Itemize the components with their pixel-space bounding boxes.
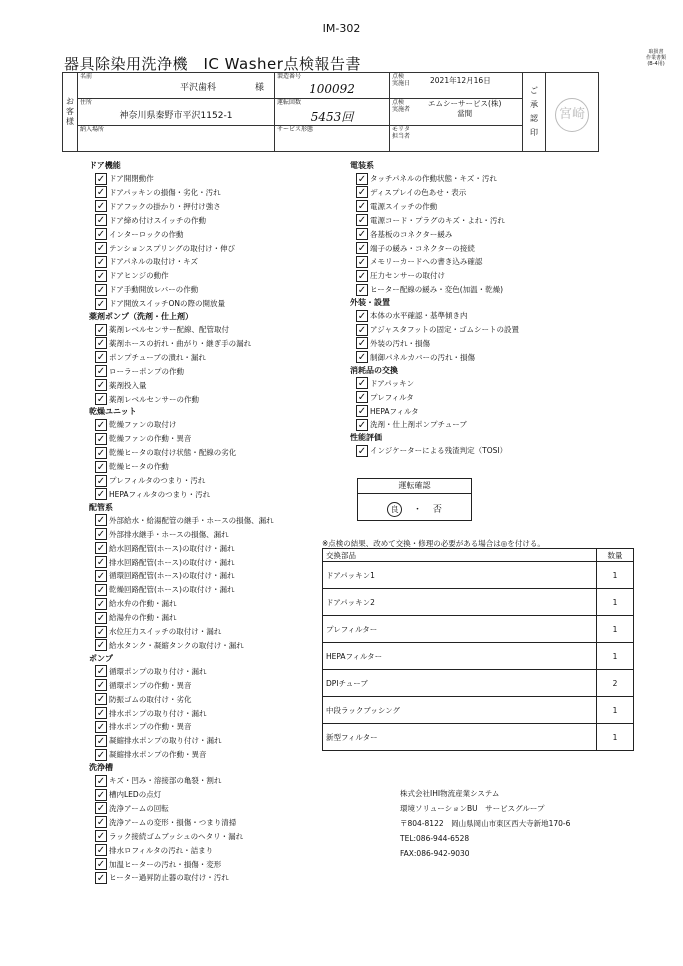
approval-label-2: 承 xyxy=(530,100,538,109)
checklist-item xyxy=(95,460,169,473)
checklist-item-label: 凝縮排水ポンプの取り付け・漏れ xyxy=(109,736,222,746)
checklist-item-label: 水位圧力スイッチの取付け・漏れ xyxy=(109,627,222,636)
check-box[interactable]: ✓ xyxy=(96,433,106,445)
checklist-item xyxy=(95,679,192,692)
checklist-item xyxy=(95,569,234,582)
checklist-item xyxy=(95,418,176,431)
check-box[interactable]: ✓ xyxy=(96,680,106,692)
checklist-item xyxy=(95,488,210,501)
checklist-item xyxy=(95,432,191,445)
part-name: プレフィルター xyxy=(323,616,597,643)
service-label: サービス形態 xyxy=(277,126,314,133)
check-box[interactable]: ✓ xyxy=(96,749,106,761)
part-name: DPIチューブ xyxy=(323,670,597,697)
checklist-item xyxy=(95,844,213,857)
part-qty: 1 xyxy=(597,643,634,670)
checklist-item xyxy=(95,337,251,350)
checklist-item xyxy=(356,377,414,390)
part-qty: 2 xyxy=(597,670,634,697)
checklist-item-label: ドアパッキン xyxy=(370,378,415,388)
header-table xyxy=(62,72,599,152)
checklist-item-label: 給水回路配管(ホース)の取付け・漏れ xyxy=(109,543,235,553)
check-box[interactable]: ✓ xyxy=(96,187,106,199)
delivery-cell xyxy=(78,126,275,152)
corner-note-2: 作業書類 xyxy=(645,55,666,61)
delivery-label: 納入場所 xyxy=(80,126,105,133)
checklist-item xyxy=(95,242,235,255)
checklist-item xyxy=(95,693,192,706)
part-qty: 1 xyxy=(597,589,634,616)
checklist-item xyxy=(95,379,147,392)
count-cell xyxy=(275,99,390,126)
inspect-date-label-1: 点検 xyxy=(392,73,405,80)
checklist-item xyxy=(95,707,207,720)
checklist-item xyxy=(95,556,234,569)
checklist-item-label: 制御パネルカバーの汚れ・損傷 xyxy=(370,352,475,362)
checklist-item xyxy=(356,255,482,268)
inspect-date-value: 2021年12月16日 xyxy=(430,75,491,85)
checklist-item-label: テンションスプリングの取付け・伸び xyxy=(109,243,236,253)
parts-table xyxy=(322,548,634,751)
check-box[interactable]: ✓ xyxy=(96,270,106,282)
check-box[interactable]: ✓ xyxy=(96,298,106,310)
checklist-item xyxy=(95,748,207,761)
checklist-item-label: 乾燥ファンの取付け xyxy=(109,420,177,430)
approval-label-cell xyxy=(523,73,546,152)
part-name: HEPAフィルター xyxy=(323,643,597,670)
checklist-item-label: 凝縮排水ポンプの作動・異音 xyxy=(109,750,207,760)
checklist-item xyxy=(95,720,192,733)
inspector-cell xyxy=(390,99,523,126)
parts-header-qty: 数量 xyxy=(597,549,634,562)
check-box[interactable]: ✓ xyxy=(357,201,367,213)
check-box[interactable]: ✓ xyxy=(96,721,106,733)
checklist-item-label: 端子の緩み・コネクターの接続 xyxy=(370,243,475,253)
table-row xyxy=(323,724,634,751)
checklist-item xyxy=(356,269,445,282)
checklist-item xyxy=(95,446,236,459)
checklist-item-label: 槽内LEDの点灯 xyxy=(109,790,162,799)
check-box[interactable]: ✓ xyxy=(96,366,106,378)
check-box[interactable]: ✓ xyxy=(96,461,106,473)
check-box[interactable]: ✓ xyxy=(96,394,106,405)
address-value: 神奈川県秦野市平沢1152-1 xyxy=(119,111,233,121)
part-qty: 1 xyxy=(597,697,634,724)
checklist-item-label: HEPAフィルタのつまり・汚れ xyxy=(109,489,211,499)
check-box[interactable]: ✓ xyxy=(357,378,367,390)
checklist-item xyxy=(356,186,466,199)
right-section-title: 外装・設置 xyxy=(350,298,390,308)
check-box[interactable]: ✓ xyxy=(357,310,367,322)
left-section-title: 乾燥ユニット xyxy=(89,407,137,417)
check-box[interactable]: ✓ xyxy=(96,475,106,487)
parts-header-name: 交換部品 xyxy=(323,549,597,562)
part-name: ドアパッキン2 xyxy=(323,589,597,616)
checklist-item-label: 薬剤投入量 xyxy=(109,380,147,390)
company-name: 株式会社IHI物流産業システム xyxy=(400,789,500,798)
check-box[interactable]: ✓ xyxy=(96,324,106,336)
checklist-item-label: タッチパネルの作動状態・キズ・汚れ xyxy=(370,174,497,183)
checklist-item-label: 排水回路配管(ホース)の取付け・漏れ xyxy=(109,557,235,567)
checklist-item xyxy=(95,774,221,787)
checklist-item xyxy=(95,255,198,268)
check-box[interactable]: ✓ xyxy=(96,817,106,829)
check-box[interactable]: ✓ xyxy=(357,406,367,417)
manager-cell xyxy=(390,126,523,152)
check-box[interactable]: ✓ xyxy=(357,352,367,364)
checklist-item xyxy=(95,283,198,296)
serial-label: 製造番号 xyxy=(277,73,302,80)
checklist-item xyxy=(95,871,229,884)
service-cell xyxy=(275,126,390,152)
check-box[interactable]: ✓ xyxy=(96,543,106,555)
approval-seal: 宮崎 xyxy=(555,98,589,132)
corner-note xyxy=(636,49,676,67)
checklist-item-label: 圧力センサーの取付け xyxy=(370,271,445,281)
checklist-item-label: ドア締め付けスイッチの作動 xyxy=(109,215,206,225)
table-row xyxy=(323,616,634,643)
check-box[interactable]: ✓ xyxy=(96,775,106,787)
part-qty: 1 xyxy=(597,562,634,589)
name-cell xyxy=(78,73,275,99)
checklist-item-label: 各基板のコネクター緩み xyxy=(370,229,453,239)
checklist-item-label: 乾燥ヒータの取付け状態・配線の劣化 xyxy=(109,448,237,458)
checklist-item-label: 循環ポンプの作動・異音 xyxy=(109,680,192,690)
checklist-item xyxy=(95,583,234,596)
check-box[interactable]: ✓ xyxy=(96,419,106,431)
check-box[interactable]: ✓ xyxy=(96,612,106,624)
checklist-item-label: ドア手動開放レバーの作動 xyxy=(109,285,199,295)
check-box[interactable]: ✓ xyxy=(357,324,367,336)
part-name: ドアパッキン1 xyxy=(323,562,597,589)
inspect-date-label-2: 実施日 xyxy=(392,80,411,87)
parts-note: ※点検の結果、改めて交換・修理の必要がある場合は◎を付ける。 xyxy=(322,539,545,548)
check-box[interactable]: ✓ xyxy=(96,515,106,527)
checklist-item xyxy=(95,639,244,652)
check-box[interactable]: ✓ xyxy=(96,666,106,678)
company-tel: TEL:086-944-6528 xyxy=(400,834,470,843)
checklist-item-label: 給水弁の作動・漏れ xyxy=(109,599,177,609)
check-box[interactable]: ✓ xyxy=(357,284,367,296)
checklist-item xyxy=(95,816,236,829)
check-box[interactable]: ✓ xyxy=(357,419,367,431)
checklist-item xyxy=(356,172,497,185)
check-box[interactable]: ✓ xyxy=(96,284,106,296)
left-section-title: ポンプ xyxy=(89,653,113,663)
check-box[interactable]: ✓ xyxy=(96,380,106,392)
address-cell xyxy=(78,99,275,126)
left-section-title: 薬剤ポンプ（洗剤・仕上剤） xyxy=(89,312,193,321)
checklist-item xyxy=(356,444,507,457)
checklist-item-label: 加温ヒーターの汚れ・損傷・変形 xyxy=(109,859,222,869)
checklist-item-label: 給水タンク・凝縮タンクの取付け・漏れ xyxy=(109,640,244,650)
company-fax: FAX:086-942-9030 xyxy=(400,849,470,858)
name-value: 平沢歯科 xyxy=(180,83,217,93)
manager-label-2: 担当者 xyxy=(392,133,411,140)
checklist-item-label: ヒーター過昇防止器の取付け・汚れ xyxy=(109,873,229,883)
check-box[interactable]: ✓ xyxy=(96,489,106,501)
checklist-item xyxy=(95,858,221,871)
operation-check-label: 運転確認 xyxy=(358,479,471,494)
check-box[interactable]: ✓ xyxy=(96,735,106,747)
checklist-item-label: 乾燥ヒータの作動 xyxy=(109,462,169,472)
operation-separator: ・ xyxy=(412,505,422,515)
report-title: 器具除染用洗浄機 IC Washer点検報告書 xyxy=(64,55,361,73)
checklist-item xyxy=(95,323,229,336)
checklist-item xyxy=(356,242,475,255)
checklist-item xyxy=(95,172,154,185)
checklist-item-label: 循環回路配管(ホース)の取付け・漏れ xyxy=(109,571,235,581)
operation-ng[interactable]: 否 xyxy=(432,505,442,515)
inspector-name: 當間 xyxy=(457,109,473,118)
document-id: IM-302 xyxy=(322,22,361,35)
checklist-item-label: 本体の水平確認・基準傾き内 xyxy=(370,311,468,321)
check-box[interactable]: ✓ xyxy=(96,872,106,884)
check-box[interactable]: ✓ xyxy=(96,173,106,185)
check-box[interactable]: ✓ xyxy=(96,570,106,582)
approval-label-1: ご xyxy=(530,86,538,95)
checklist-item xyxy=(95,269,169,282)
check-box[interactable]: ✓ xyxy=(96,626,106,638)
check-box[interactable]: ✓ xyxy=(357,243,367,254)
check-box[interactable]: ✓ xyxy=(96,529,106,541)
check-box[interactable]: ✓ xyxy=(96,584,106,596)
checklist-item xyxy=(95,625,221,638)
checklist-item xyxy=(356,200,437,213)
check-box[interactable]: ✓ xyxy=(96,256,106,268)
count-value: 5453回 xyxy=(310,110,354,124)
check-box[interactable]: ✓ xyxy=(96,338,106,350)
checklist-item-label: ディスプレイの色あせ・表示 xyxy=(370,187,467,197)
table-row xyxy=(323,589,634,616)
check-box[interactable]: ✓ xyxy=(96,845,106,857)
company-info xyxy=(400,786,570,861)
inspector-label-1: 点検 xyxy=(392,99,405,106)
part-qty: 1 xyxy=(597,616,634,643)
checklist-item xyxy=(356,309,468,322)
name-suffix: 様 xyxy=(254,83,264,93)
checklist-item xyxy=(95,186,221,199)
approval-seal-cell xyxy=(546,73,599,152)
check-box[interactable]: ✓ xyxy=(357,338,367,350)
inspect-date-cell xyxy=(390,73,523,99)
checklist-item-label: ドアフックの掛かり・押付け強さ xyxy=(109,201,221,211)
checklist-item xyxy=(95,665,207,678)
checklist-item xyxy=(95,214,206,227)
checklist-item-label: ドアパッキンの損傷・劣化・汚れ xyxy=(109,187,221,197)
company-address: 〒804-8122 岡山県岡山市東区西大寺新地170-6 xyxy=(400,819,571,828)
checklist-item xyxy=(356,418,467,431)
checklist-item xyxy=(356,283,503,296)
part-name: 新型フィルター xyxy=(323,724,597,751)
checklist-item-label: 洗浄アームの変形・損傷・つまり清掃 xyxy=(109,817,237,827)
check-box[interactable]: ✓ xyxy=(96,859,106,870)
check-box[interactable]: ✓ xyxy=(96,215,106,227)
inspector-company: エムシーサービス(株) xyxy=(428,99,502,108)
manager-label-1: モリタ xyxy=(392,126,411,133)
left-section-title: ドア機能 xyxy=(89,161,121,170)
table-row xyxy=(323,670,634,697)
checklist-item xyxy=(95,228,184,241)
checklist-item xyxy=(356,391,414,404)
check-box[interactable]: ✓ xyxy=(96,694,106,706)
serial-cell xyxy=(275,73,390,99)
checklist-item-label: 薬剤レベルセンサー配線、配管取付 xyxy=(109,325,229,334)
checklist-item xyxy=(95,597,177,610)
checklist-item-label: 乾燥回路配管(ホース)の取付け・漏れ xyxy=(109,585,235,595)
checklist-item-label: 排水ポンプの作動・異音 xyxy=(109,722,192,732)
checklist-item-label: ラック接続ゴムブッシュのヘタリ・漏れ xyxy=(109,831,244,841)
checklist-item-label: 電源スイッチの作動 xyxy=(370,201,438,211)
inspector-label-2: 実施者 xyxy=(392,106,411,113)
check-box[interactable]: ✓ xyxy=(357,229,367,241)
checklist-item xyxy=(95,611,177,624)
checklist-item-label: 排水ロフィルタの汚れ・詰まり xyxy=(109,845,214,855)
checklist-item-label: ローラーポンプの作動 xyxy=(109,366,184,376)
checklist-item-label: ヒーター配線の緩み・変色(加温・乾燥) xyxy=(370,285,504,295)
check-box[interactable]: ✓ xyxy=(357,256,367,268)
checklist-item-label: ドア開放スイッチONの際の開放量 xyxy=(109,299,225,309)
check-box[interactable]: ✓ xyxy=(96,243,106,254)
checklist-item xyxy=(356,214,505,227)
checklist-item-label: インジケーターによる残渣判定（TOSI） xyxy=(370,446,508,456)
checklist-item-label: プレフィルタ xyxy=(370,392,414,402)
check-box[interactable]: ✓ xyxy=(357,270,367,282)
checklist-item-label: 循環ポンプの取り付け・漏れ xyxy=(109,666,207,676)
checklist-item xyxy=(95,474,205,487)
part-qty: 1 xyxy=(597,724,634,751)
table-row xyxy=(323,562,634,589)
checklist-item xyxy=(95,528,229,541)
checklist-item-label: 外装の汚れ・損傷 xyxy=(370,338,430,348)
table-row xyxy=(323,643,634,670)
checklist-item xyxy=(95,802,169,815)
checklist-item xyxy=(95,514,274,527)
checklist-item xyxy=(356,228,452,241)
check-box[interactable]: ✓ xyxy=(96,557,106,568)
count-label: 運転回数 xyxy=(277,99,302,106)
check-box[interactable]: ✓ xyxy=(357,215,367,227)
checklist-item xyxy=(95,788,161,801)
customer-label: お客様 xyxy=(63,73,78,152)
checklist-item xyxy=(95,393,199,406)
corner-note-3: (B-4用) xyxy=(647,61,665,67)
check-box[interactable]: ✓ xyxy=(96,447,106,459)
checklist-item xyxy=(356,351,475,364)
approval-label-4: 印 xyxy=(530,128,538,137)
check-box[interactable]: ✓ xyxy=(96,640,106,652)
checklist-item-label: 薬剤レベルセンサーの作動 xyxy=(109,394,199,404)
checklist-item-label: 洗剤・仕上剤ポンプチューブ xyxy=(370,420,467,430)
check-box[interactable]: ✓ xyxy=(357,445,367,457)
check-box[interactable]: ✓ xyxy=(96,789,106,801)
checklist-item-label: ドアヒンジの動作 xyxy=(109,271,169,281)
checklist-item xyxy=(95,351,206,364)
right-section-title: 消耗品の交換 xyxy=(350,365,398,375)
approval-label-3: 認 xyxy=(530,114,538,123)
checklist-item-label: 乾燥ファンの作動・異音 xyxy=(109,434,192,444)
checklist-item xyxy=(95,200,221,213)
operation-check-box xyxy=(357,478,472,521)
checklist-item-label: ドアパネルの取付け・キズ xyxy=(109,257,199,267)
checklist-item-label: ドア開閉動作 xyxy=(109,174,154,183)
check-box[interactable]: ✓ xyxy=(357,187,367,199)
checklist-item-label: 給湯弁の作動・漏れ xyxy=(109,613,177,623)
name-label: 名前 xyxy=(80,73,93,80)
checklist-item-label: メモリーカードへの書き込み確認 xyxy=(370,257,483,267)
checklist-item-label: 防振ゴムの取付け・劣化 xyxy=(109,694,192,704)
checklist-item xyxy=(95,542,234,555)
checklist-item-label: ポンプチューブの潰れ・漏れ xyxy=(109,352,206,362)
check-box[interactable]: ✓ xyxy=(96,229,106,241)
checklist-item-label: 排水ポンプの取り付け・漏れ xyxy=(109,708,207,718)
checklist-item xyxy=(356,337,430,350)
operation-ok[interactable]: 良 xyxy=(387,502,402,517)
right-section-title: 電装系 xyxy=(350,161,374,170)
left-section-title: 洗浄槽 xyxy=(89,763,113,773)
checklist-item xyxy=(95,297,225,310)
checklist-item-label: 外部排水継手・ホースの損傷、漏れ xyxy=(109,529,229,539)
address-label: 住所 xyxy=(80,99,93,106)
checklist-item xyxy=(95,734,222,747)
check-box[interactable]: ✓ xyxy=(96,803,106,815)
left-section-title: 配管系 xyxy=(89,502,113,512)
checklist-item-label: インターロックの作動 xyxy=(109,229,184,239)
check-box[interactable]: ✓ xyxy=(357,392,367,404)
checklist-item-label: 洗浄アームの回転 xyxy=(109,803,169,813)
checklist-item-label: HEPAフィルタ xyxy=(370,406,419,416)
checklist-item-label: 外部給水・給湯配管の継手・ホースの損傷、漏れ xyxy=(109,515,274,525)
check-box[interactable]: ✓ xyxy=(96,352,106,364)
checklist-item-label: 薬剤ホースの折れ・曲がり・継ぎ手の漏れ xyxy=(109,338,252,348)
check-box[interactable]: ✓ xyxy=(96,598,106,610)
check-box[interactable]: ✓ xyxy=(357,173,367,185)
checklist-item xyxy=(356,323,519,336)
checklist-item xyxy=(95,830,243,843)
corner-note-1: 取扱書 xyxy=(648,49,664,55)
checklist-item-label: キズ・凹み・溶接部の亀裂・割れ xyxy=(109,776,222,786)
right-section-title: 性能評価 xyxy=(350,433,382,443)
checklist-item xyxy=(356,405,419,418)
part-name: 中段ラックブッシング xyxy=(323,697,597,724)
checklist-item xyxy=(95,365,184,378)
check-box[interactable]: ✓ xyxy=(96,708,106,719)
checklist-item-label: プレフィルタのつまり・汚れ xyxy=(109,476,206,485)
checklist-item-label: 電源コード・プラグのキズ・よれ・汚れ xyxy=(370,215,505,225)
checklist-item-label: アジャスタフットの固定・ゴムシートの設置 xyxy=(370,325,520,334)
table-row xyxy=(323,697,634,724)
company-division: 環境ソリューションBU サービスグループ xyxy=(400,804,545,813)
check-box[interactable]: ✓ xyxy=(96,831,106,843)
serial-value: 100092 xyxy=(309,82,355,96)
check-box[interactable]: ✓ xyxy=(96,201,106,213)
